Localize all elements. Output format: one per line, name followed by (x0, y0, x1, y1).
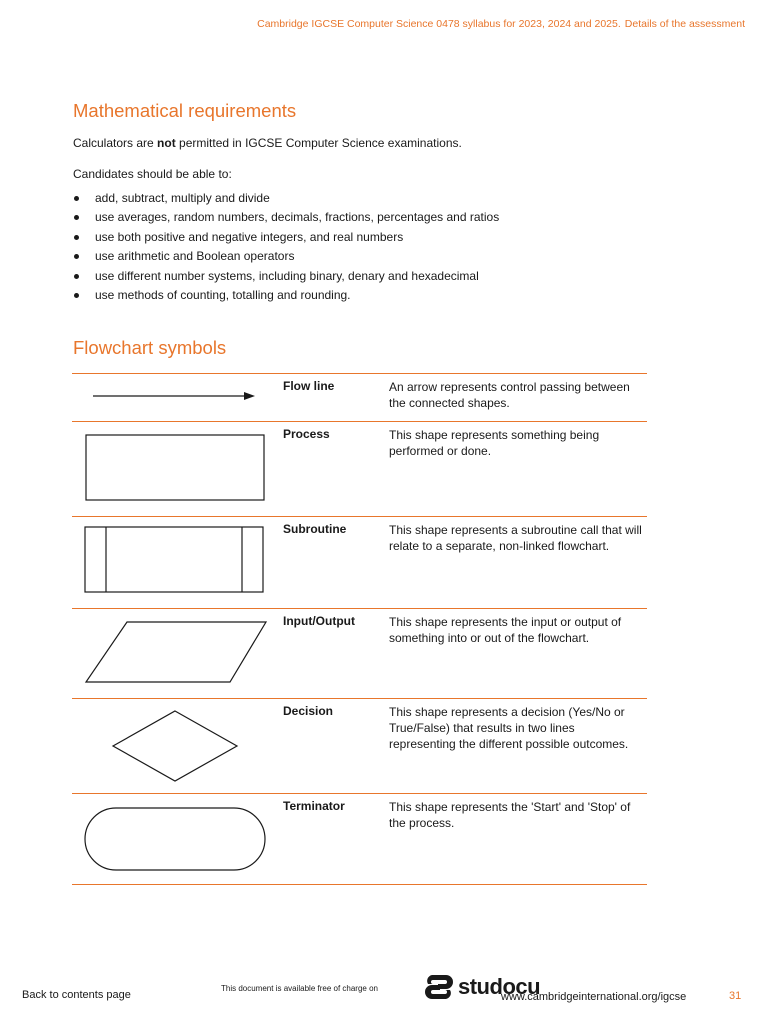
page-header (257, 18, 745, 30)
symbol-description: An arrow represents control passing between the connected shapes. (389, 380, 630, 411)
symbol-description: This shape represents a decision (Yes/No or True/False) that results in two lines representing the different possible outcomes. (389, 705, 629, 752)
calculator-note: Calculators are not permitted in IGCSE Computer Science examinations. (73, 136, 462, 150)
terminator-rounded-icon (72, 794, 277, 886)
input-output-parallelogram-icon (72, 609, 277, 699)
list-item: use averages, random numbers, decimals, fractions, percentages and ratios (73, 208, 499, 227)
symbol-description: This shape represents a subroutine call that will relate to a separate, non-linked flowchart. (389, 523, 642, 554)
table-row (72, 373, 647, 421)
subroutine-rectangle-icon (72, 517, 277, 609)
table-row (72, 793, 647, 885)
bullet-icon (74, 293, 79, 298)
symbol-name: Flow line (283, 379, 335, 393)
bullet-icon (74, 235, 79, 240)
back-to-contents-link[interactable]: Back to contents page (22, 989, 131, 1001)
list-item: use different number systems, including binary, denary and hexadecimal (73, 267, 499, 286)
table-row (72, 698, 647, 793)
page-number: 31 (729, 990, 742, 1002)
header-section: Details of the assessment (624, 18, 745, 30)
bullet-icon (74, 215, 79, 220)
symbol-name: Input/Output (283, 614, 355, 628)
symbol-name: Decision (283, 704, 334, 718)
list-item: use both positive and negative integers, and real numbers (73, 228, 499, 247)
flowchart-symbols-table (72, 373, 647, 885)
table-row (72, 421, 647, 516)
symbol-description: This shape represents the input or output of something into or out of the flowchart. (389, 615, 622, 646)
flowchart-section-title: Flowchart symbols (73, 337, 227, 358)
math-requirements-list (73, 189, 499, 305)
symbol-description: This shape represents something being performed or done. (389, 428, 600, 459)
availability-note: This document is available free of charge on (221, 984, 378, 993)
bullet-icon (74, 196, 79, 201)
bullet-icon (74, 274, 79, 279)
header-doc-title: Cambridge IGCSE Computer Science 0478 syllabus for 2023, 2024 and 2025. (257, 18, 621, 30)
studocu-wordmark: studocu (458, 974, 541, 999)
bullet-icon (74, 254, 79, 259)
list-item: use methods of counting, totalling and rounding. (73, 286, 499, 305)
list-item: add, subtract, multiply and divide (73, 189, 499, 208)
math-section-title: Mathematical requirements (73, 100, 297, 121)
calculator-note-emphasis: not (157, 136, 176, 150)
flow-line-arrow-icon (72, 374, 277, 422)
cambridge-url-link[interactable]: www.cambridgeinternational.org/igcse (501, 991, 687, 1003)
table-row (72, 516, 647, 608)
table-row (72, 608, 647, 698)
symbol-name: Terminator (283, 799, 345, 813)
list-item: use arithmetic and Boolean operators (73, 247, 499, 266)
symbol-description: This shape represents the 'Start' and 'Stop' of the process. (389, 800, 631, 831)
process-rectangle-icon (72, 422, 277, 517)
symbol-name: Process (283, 427, 330, 441)
studocu-logo-icon (424, 972, 454, 1002)
symbol-name: Subroutine (283, 522, 347, 536)
candidates-intro: Candidates should be able to: (73, 167, 232, 181)
decision-diamond-icon (72, 699, 277, 794)
